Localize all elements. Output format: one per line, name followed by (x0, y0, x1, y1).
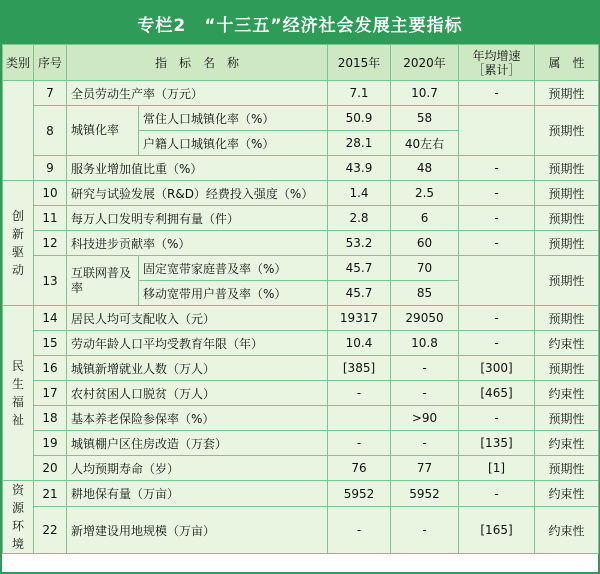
row-2015: 19317 (328, 306, 391, 331)
row-name: 农村贫困人口脱贫（万人） (67, 381, 328, 406)
row-attribute: 预期性 (535, 181, 599, 206)
row-name: 人均预期寿命（岁） (67, 456, 328, 481)
row-growth: [300] (459, 356, 535, 381)
row-name: 户籍人口城镇化率（%） (139, 131, 328, 156)
row-2020: 60 (391, 231, 459, 256)
row-growth: [135] (459, 431, 535, 456)
table-row (3, 106, 599, 131)
row-growth: - (459, 156, 535, 181)
row-growth (459, 256, 535, 306)
row-index: 17 (34, 381, 67, 406)
row-attribute: 预期性 (535, 306, 599, 331)
row-index: 21 (34, 481, 67, 507)
table-row (3, 256, 599, 281)
row-growth: - (459, 231, 535, 256)
row-growth: - (459, 206, 535, 231)
table-row (3, 181, 599, 206)
row-attribute: 约束性 (535, 431, 599, 456)
row-2020: 48 (391, 156, 459, 181)
row-2020: 6 (391, 206, 459, 231)
row-growth: - (459, 81, 535, 106)
table-row (3, 431, 599, 456)
row-attribute: 约束性 (535, 507, 599, 554)
row-2015: 1.4 (328, 181, 391, 206)
row-2015: 2.8 (328, 206, 391, 231)
row-2015: 45.7 (328, 281, 391, 306)
table-row (3, 206, 599, 231)
row-2015: - (328, 431, 391, 456)
row-2015: 76 (328, 456, 391, 481)
row-index: 18 (34, 406, 67, 431)
row-attribute: 预期性 (535, 106, 599, 156)
row-2015 (328, 406, 391, 431)
row-index: 10 (34, 181, 67, 206)
row-name: 全员劳动生产率（万元） (67, 81, 328, 106)
row-growth: - (459, 481, 535, 507)
header-name: 指 标 名 称 (67, 45, 328, 81)
row-2020: 10.8 (391, 331, 459, 356)
row-name: 科技进步贡献率（%） (67, 231, 328, 256)
row-2020: 2.5 (391, 181, 459, 206)
row-2015: 50.9 (328, 106, 391, 131)
table-row (3, 331, 599, 356)
row-2015: [385] (328, 356, 391, 381)
row-index: 14 (34, 306, 67, 331)
table-row (3, 381, 599, 406)
header-growth: 年均增速［累计］ (459, 45, 535, 81)
row-name: 耕地保有量（万亩） (67, 481, 328, 507)
row-2020: - (391, 381, 459, 406)
row-attribute: 预期性 (535, 406, 599, 431)
row-2020: 10.7 (391, 81, 459, 106)
row-attribute: 约束性 (535, 331, 599, 356)
row-2020: - (391, 356, 459, 381)
header-index: 序号 (34, 45, 67, 81)
row-attribute: 预期性 (535, 256, 599, 306)
row-2015: - (328, 381, 391, 406)
row-attribute: 约束性 (535, 381, 599, 406)
row-index: 8 (34, 106, 67, 156)
row-attribute: 预期性 (535, 156, 599, 181)
row-2015: 28.1 (328, 131, 391, 156)
header-category: 类别 (3, 45, 34, 81)
row-growth: - (459, 306, 535, 331)
row-name: 研究与试验发展（R&D）经费投入强度（%） (67, 181, 328, 206)
row-2015: 5952 (328, 481, 391, 507)
row-index: 15 (34, 331, 67, 356)
table-row (3, 156, 599, 181)
table-row (3, 406, 599, 431)
header-row (3, 45, 599, 81)
row-name: 劳动年龄人口平均受教育年限（年） (67, 331, 328, 356)
row-growth: - (459, 331, 535, 356)
row-growth: - (459, 181, 535, 206)
row-index: 22 (34, 507, 67, 554)
row-index: 12 (34, 231, 67, 256)
row-2020: 77 (391, 456, 459, 481)
row-name: 新增建设用地规模（万亩） (67, 507, 328, 554)
row-index: 19 (34, 431, 67, 456)
row-name: 常住人口城镇化率（%） (139, 106, 328, 131)
row-2015: 45.7 (328, 256, 391, 281)
indicators-table (2, 44, 599, 554)
table-title: 专栏2 “十三五”经济社会发展主要指标 (2, 2, 598, 44)
row-2020: 70 (391, 256, 459, 281)
row-2020: 5952 (391, 481, 459, 507)
row-2020: 85 (391, 281, 459, 306)
row-attribute: 预期性 (535, 456, 599, 481)
row-group: 互联网普及率 (67, 256, 139, 306)
row-attribute: 预期性 (535, 206, 599, 231)
row-growth: [1] (459, 456, 535, 481)
category-economic (3, 81, 34, 181)
row-name: 移动宽带用户普及率（%） (139, 281, 328, 306)
row-name: 基本养老保险参保率（%） (67, 406, 328, 431)
row-growth: [165] (459, 507, 535, 554)
row-2015: - (328, 507, 391, 554)
row-index: 7 (34, 81, 67, 106)
table-row (3, 507, 599, 554)
row-2020: >90 (391, 406, 459, 431)
table-row (3, 231, 599, 256)
row-2015: 43.9 (328, 156, 391, 181)
row-name: 居民人均可支配收入（元） (67, 306, 328, 331)
row-2015: 53.2 (328, 231, 391, 256)
row-2015: 10.4 (328, 331, 391, 356)
row-index: 20 (34, 456, 67, 481)
row-name: 固定宽带家庭普及率（%） (139, 256, 328, 281)
row-index: 9 (34, 156, 67, 181)
row-name: 城镇新增就业人数（万人） (67, 356, 328, 381)
row-index: 11 (34, 206, 67, 231)
row-attribute: 约束性 (535, 481, 599, 507)
row-name: 服务业增加值比重（%） (67, 156, 328, 181)
category-welfare: 民生福祉 (3, 306, 34, 481)
header-2020: 2020年 (391, 45, 459, 81)
category-resources: 资源环境 (3, 481, 34, 554)
table-row (3, 356, 599, 381)
row-2020: - (391, 431, 459, 456)
row-attribute: 预期性 (535, 231, 599, 256)
row-growth (459, 106, 535, 156)
row-2020: - (391, 507, 459, 554)
row-group: 城镇化率 (67, 106, 139, 156)
header-2015: 2015年 (328, 45, 391, 81)
table-row (3, 81, 599, 106)
table-row (3, 306, 599, 331)
category-innovation: 创新驱动 (3, 181, 34, 306)
row-2020: 58 (391, 106, 459, 131)
row-growth: - (459, 406, 535, 431)
row-index: 16 (34, 356, 67, 381)
row-name: 城镇棚户区住房改造（万套） (67, 431, 328, 456)
row-2015: 7.1 (328, 81, 391, 106)
row-index: 13 (34, 256, 67, 306)
row-2020: 40左右 (391, 131, 459, 156)
row-attribute: 预期性 (535, 81, 599, 106)
row-name: 每万人口发明专利拥有量（件） (67, 206, 328, 231)
row-attribute: 预期性 (535, 356, 599, 381)
table-row (3, 456, 599, 481)
row-growth: [465] (459, 381, 535, 406)
header-attribute: 属 性 (535, 45, 599, 81)
row-2020: 29050 (391, 306, 459, 331)
table-row (3, 481, 599, 507)
